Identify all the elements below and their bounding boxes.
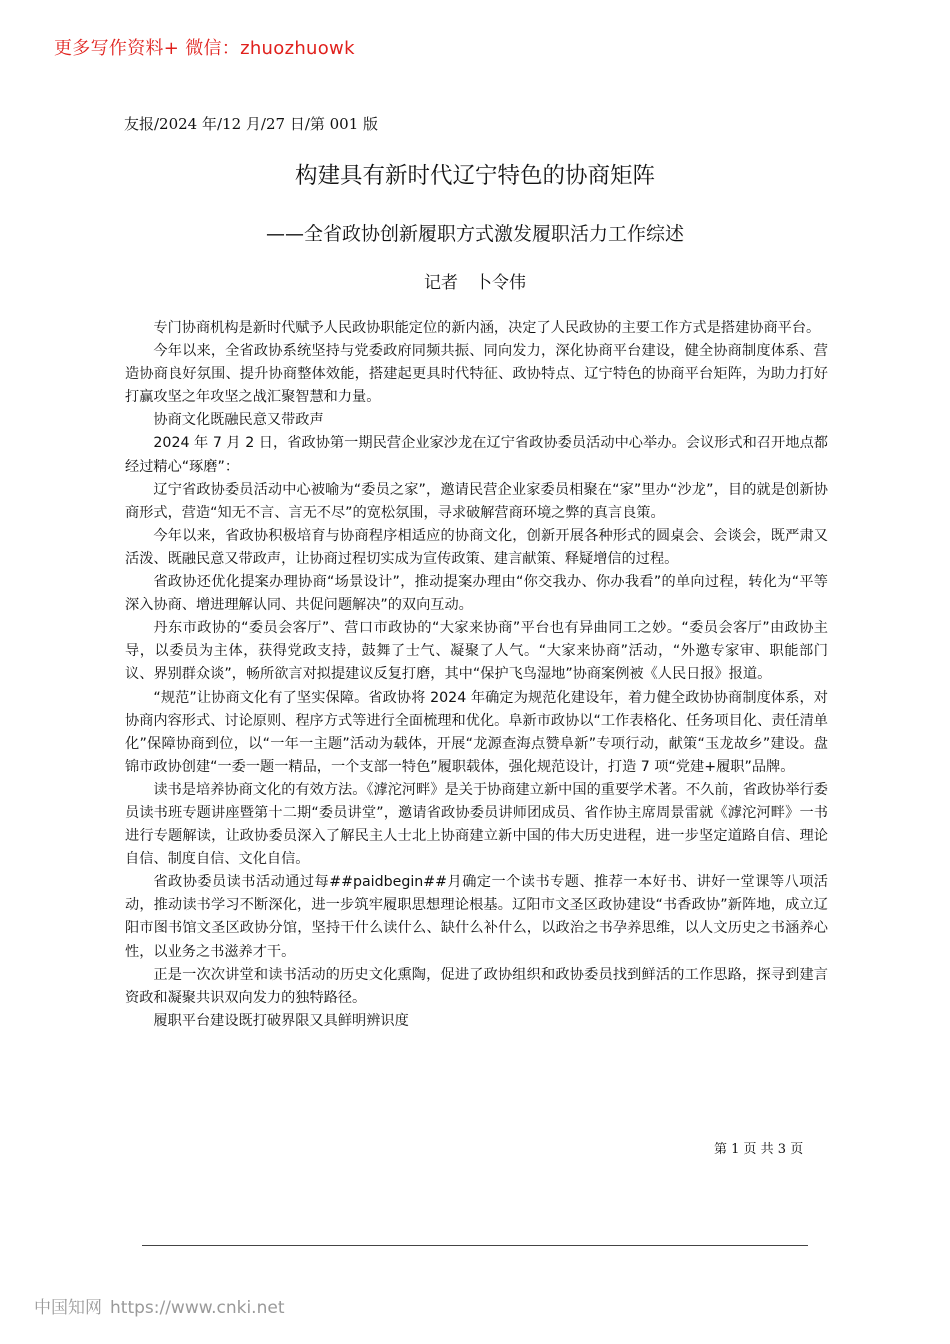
paragraph: 省政协委员读书活动通过每##paidbegin##月确定一个读书专题、推荐一本好书、讲好一堂课等八项活动，推动读书学习不断深化，进一步筑牢履职思想理论根基。辽阳市文圣区政协建设“书香政协”新阵地，成立辽阳市图书馆文圣区政协分馆，坚持干什么读什么、缺什么补什么，以政治之书孕养思维，以人文历史之书涵养心性，以业务之书滋养才干。	[125, 874, 828, 960]
article-body	[125, 317, 828, 1033]
paragraph: 读书是培养协商文化的有效方法。《滹沱河畔》是关于协商建立新中国的重要学术著。不久前，省政协举行委员读书班专题讲座暨第十二期“委员讲堂”，邀请省政协委员讲师团成员、省作协主席周景雷就《滹沱河畔》一书进行专题解读，让政协委员深入了解民主人士北上协商建立新中国的伟大历史进程，进一步坚定道路自信、理论自信、制度自信、文化自信。	[125, 781, 828, 868]
paragraph: 今年以来，全省政协系统坚持与党委政府同频共振、同向发力，深化协商平台建设，健全协商制度体系、营造协商良好氛围、提升协商整体效能，搭建起更具时代特征、政协特点、辽宁特色的协商平台矩阵，为助力打好打赢攻坚之年攻坚之战汇聚智慧和力量。	[125, 343, 828, 406]
article-title: 构建具有新时代辽宁特色的协商矩阵	[294, 163, 655, 189]
section-heading: 履职平台建设既打破界限又具鲜明辨识度	[153, 1012, 409, 1029]
paragraph: 省政协还优化提案办理协商“场景设计”，推动提案办理由“你交我办、你办我看”的单向过程，转化为“平等深入协商、增进理解认同、共促问题解决”的双向互动。	[125, 574, 828, 614]
promo-banner[interactable]: 更多写作资料+ 微信：zhuozhuowk	[54, 38, 355, 59]
watermark-url[interactable]: https://www.cnki.net	[110, 1298, 285, 1318]
paragraph: 正是一次次讲堂和读书活动的历史文化熏陶，促进了政协组织和政协委员找到鲜活的工作思路，探寻到建言资政和凝聚共识双向发力的独特路径。	[125, 966, 828, 1006]
paragraph: 专门协商机构是新时代赋予人民政协职能定位的新内涵，决定了人民政协的主要工作方式是搭建协商平台。	[153, 320, 821, 336]
paragraph: “规范”让协商文化有了坚实保障。省政协将 2024 年确定为规范化建设年，着力健全政协协商制度体系，对协商内容形式、讨论原则、程序方式等进行全面梳理和优化。阜新市政协以“工作表格化、任务项目化、责任清单化”保障协商到位，以“一年一主题”活动为载体，开展“龙源查海点赞阜新”专项行动，献策“玉龙故乡”建设。盘锦市政协创建“一委一题一精品，一个支部一特色”履职载体，强化规范设计，打造 7 项“党建+履职”品牌。	[125, 689, 828, 775]
paragraph: 丹东市政协的“委员会客厅”、营口市政协的“大家来协商”平台也有异曲同工之妙。“委员会客厅”由政协主导，以委员为主体，获得党政支持，鼓舞了士气、凝聚了人气。“大家来协商”活动，“外邀专家审、职能部门议、界别群众谈”，畅所欲言对拟提建议反复打磨，其中“保护飞鸟湿地”协商案例被《人民日报》报道。	[125, 620, 828, 683]
article-author: 记者 卜令伟	[424, 273, 526, 293]
watermark-brand: 中国知网	[34, 1298, 102, 1318]
paragraph: 2024 年 7 月 2 日，省政协第一期民营企业家沙龙在辽宁省政协委员活动中心举办。会议形式和召开地点都经过精心“琢磨”：	[125, 435, 828, 475]
article-subtitle: ——全省政协创新履职方式激发履职活力工作综述	[265, 223, 684, 245]
paragraph: 今年以来，省政协积极培育与协商程序相适应的协商文化，创新开展各种形式的圆桌会、会谈会，既严肃又活泼、既融民意又带政声，让协商过程切实成为宣传政策、建言献策、释疑增信的过程。	[125, 527, 828, 567]
footer-divider	[142, 1245, 808, 1246]
section-heading: 协商文化既融民意又带政声	[153, 412, 324, 429]
page-number: 第 1 页 共 3 页	[714, 1142, 804, 1157]
paragraph: 辽宁省政协委员活动中心被喻为“委员之家”，邀请民营企业家委员相聚在“家”里办“沙龙”，目的就是创新协商形式，营造“知无不言、言无不尽”的宽松氛围，寻求破解营商环境之弊的真言良策。	[125, 481, 828, 521]
source-line: 友报/2024 年/12 月/27 日/第 001 版	[124, 115, 379, 133]
cnki-watermark	[34, 1293, 284, 1318]
